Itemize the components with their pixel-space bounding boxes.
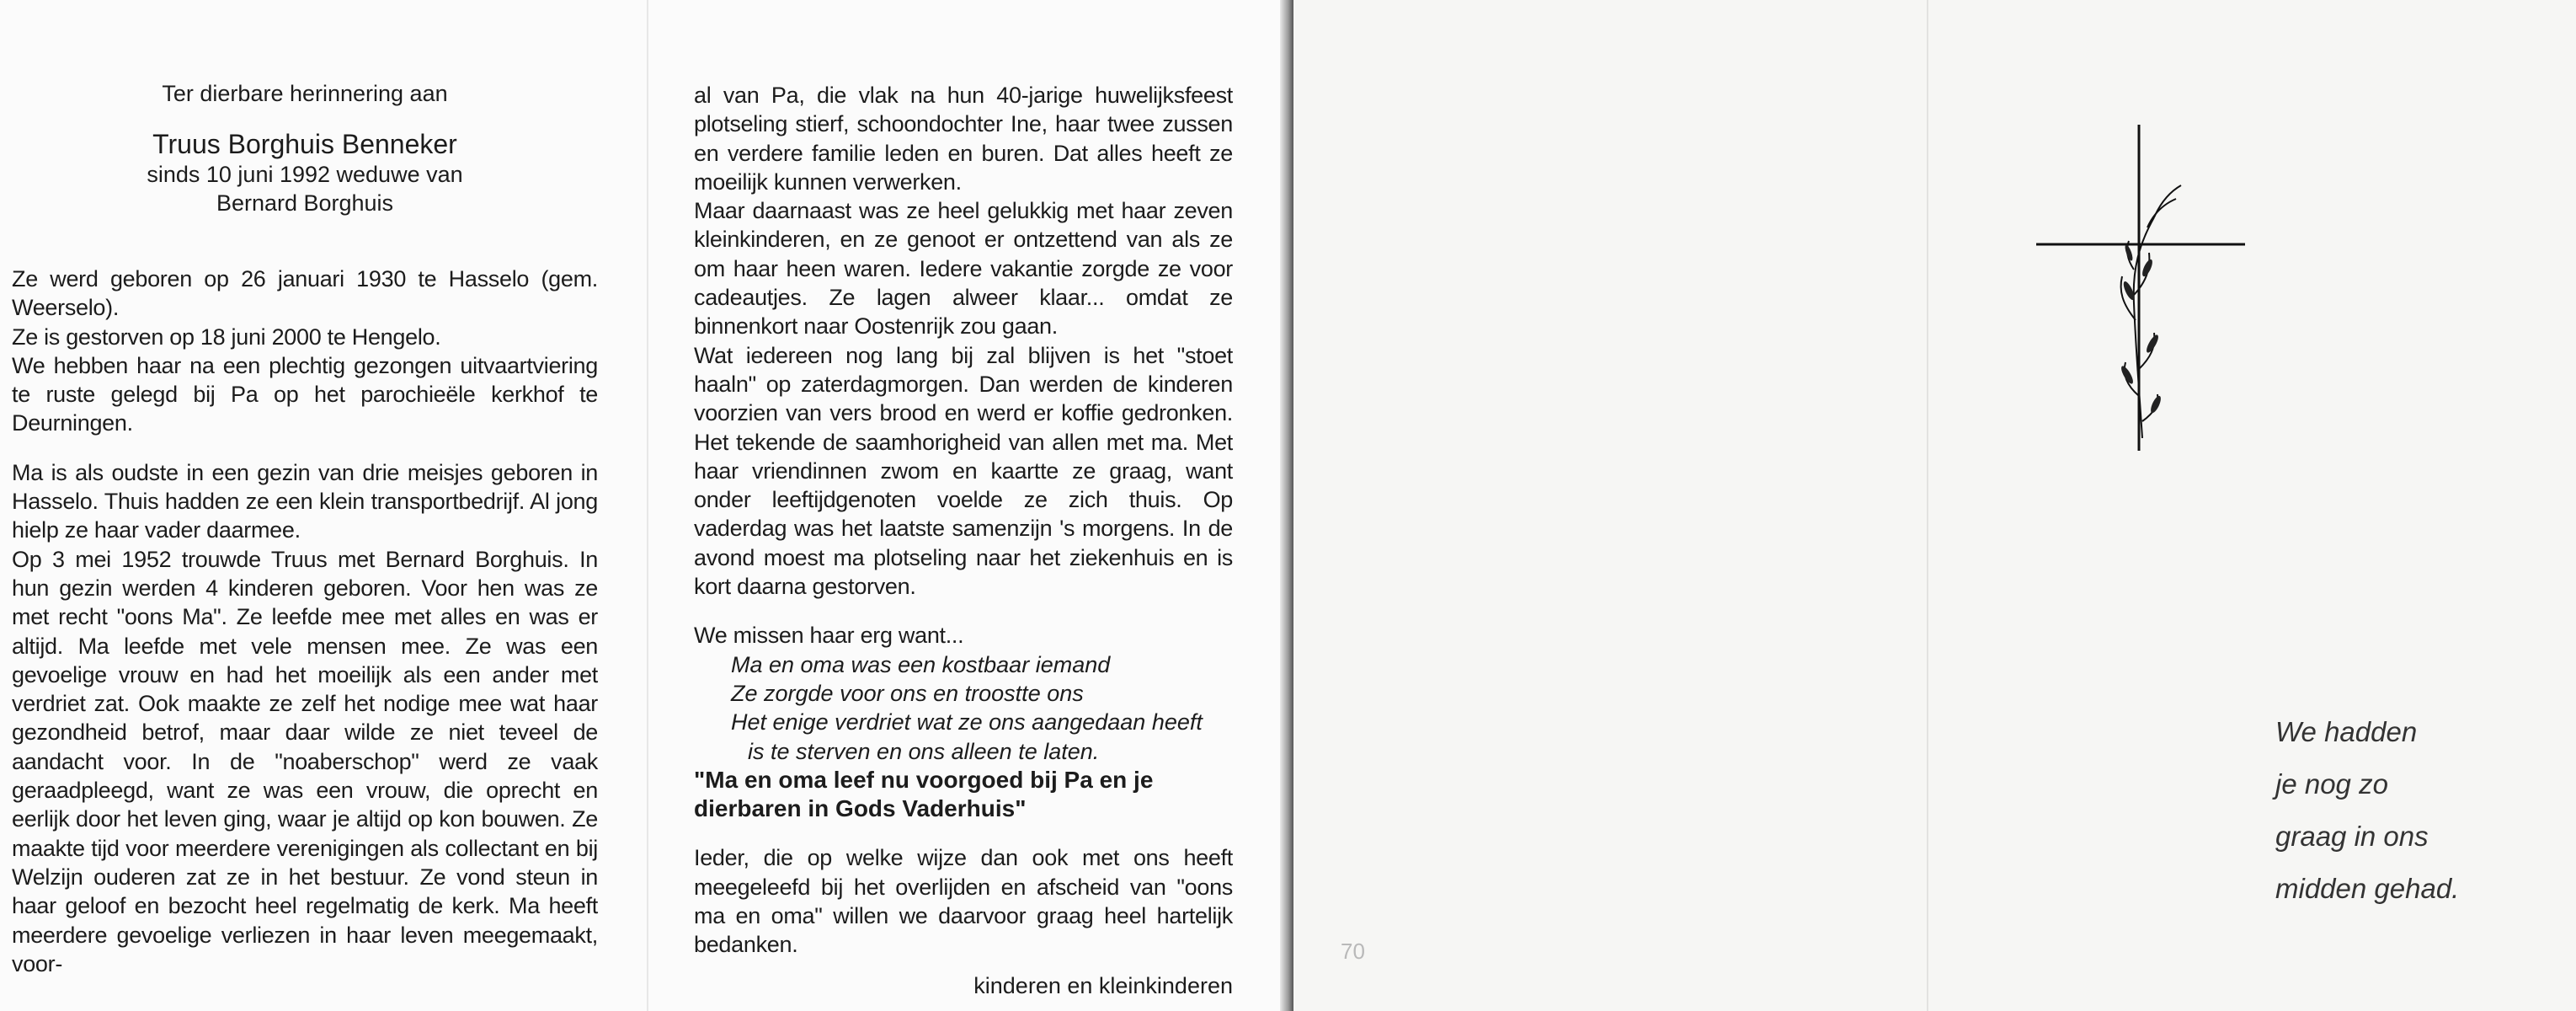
poem-line: is te sterven en ons alleen te laten. (748, 738, 1100, 764)
bold-quote: "Ma en oma leef nu voorgoed bij Pa en je dierbaren in Gods Vaderhuis" (694, 766, 1154, 822)
quote-line: midden gehad. (2275, 873, 2460, 904)
spouse-name: Bernard Borghuis (216, 190, 394, 216)
left-page (12, 0, 598, 978)
saturday-paragraph: Wat iedereen nog lang bij zal blijven is het "stoet haaln" op zaterdagmorgen. Dan werden de kinderen voorzien van vers brood en werd er koffie gedronken. Het tekende de saamhorigheid van allen met ma. Met haar vriendinnen zwom en kaartte ze graag, want onder leeftijdgenoten voelde ze zich thuis. Op vaderdag was het laatste samenzijn 's morgens. In de avond moest ma plotseling naar het ziekenhuis en is kort daarna gestorven. (694, 342, 1233, 600)
marriage-paragraph: Op 3 mei 1952 trouwde Truus met Bernard Borghuis. In hun gezin werden 4 kinderen geboren. Voor hen was ze met recht "oons Ma". Ze leefde mee met alles en was er altijd. Ma leefde met vele mensen mee. Ze was een gevoelige vrouw en had het moeilijk als een ander met verdriet zat. Ook maakte ze zelf het nodige mee wat haar gezondheid betrof, maar daar wilde ze niet teveel de aandacht voor. In de "noaberschop" werd ze vaak geraadpleegd, want ze was een vrouw, die oprecht en eerlijk door het leven ging, waar je altijd op kon bouwen. Ze maakte tijd voor meerdere verenigingen als collectant en bij Welzijn ouderen zat ze in het bestuur. Ze vond steun in haar geloof en bezocht heel regelmatig de kerk. Ma heeft meerdere gevoelige verliezen in haar leven meegemaakt, voor- (12, 546, 598, 976)
quote-line: We hadden (2275, 716, 2418, 747)
deceased-name: Truus Borghuis Benneker (152, 129, 457, 159)
funeral-paragraph: We hebben haar na een plechtig gezongen uitvaartviering te ruste gelegd bij Pa op het parochieële kerkhof te Deurningen. (12, 352, 598, 436)
center-fold (647, 0, 648, 1011)
widow-line: sinds 10 juni 1992 weduwe van (147, 162, 463, 187)
poem (694, 650, 1233, 766)
quote-line: graag in ons (2275, 821, 2429, 852)
quote-line: je nog zo (2275, 768, 2388, 800)
grandchildren-paragraph: Maar daarnaast was ze heel gelukkig met haar zeven kleinkinderen, en ze genoot er ontzettend van als ze om haar heen waren. Iedere vakantie zorgde ze voor cadeautjes. Ze lagen alweer klaar... omdat ze binnenkort naar Oostenrijk zou gaan. (694, 198, 1233, 340)
intro-line: Ter dierbare herinnering aan (162, 81, 448, 106)
birth-paragraph: Ze werd geboren op 26 januari 1930 te Hasselo (gem. Weerselo). (12, 266, 598, 321)
page-number: 70 (1341, 939, 1365, 964)
scan-gutter (1280, 0, 1293, 1011)
poem-line: Ze zorgde voor ons en troostte ons (731, 680, 1084, 706)
signoff: kinderen en kleinkinderen (973, 972, 1233, 998)
biography (12, 265, 598, 978)
death-paragraph: Ze is gestorven op 18 juni 2000 te Hengelo. (12, 324, 441, 350)
losses-paragraph: al van Pa, die vlak na hun 40-jarige huwelijksfeest plotseling stierf, schoondochter Ine, haar twee zussen en verdere familie leden en buren. Dat alles heeft ze moeilijk kunnen verwerken. (694, 83, 1233, 195)
continued-text (694, 81, 1233, 601)
poem-line: Het enige verdriet wat ze ons aangedaan heeft (731, 709, 1203, 736)
memorial-quote (2275, 706, 2459, 915)
middle-page (694, 81, 1233, 1000)
thanks-paragraph: Ieder, die op welke wijze dan ook met ons heeft meegeleefd bij het overlijden en afscheid van "oons ma en oma" willen we daarvoor graag heel hartelijk bedanken. (694, 845, 1233, 958)
poem-intro: We missen haar erg want... (694, 623, 964, 649)
poem-line: Ma en oma was een kostbaar iemand (731, 651, 1111, 677)
youth-paragraph: Ma is als oudste in een gezin van drie meisjes geboren in Hasselo. Thuis hadden ze een klein transportbedrijf. Al jong hielp ze haar vader daarmee. (12, 459, 598, 543)
cross-with-branch-icon (2028, 118, 2255, 472)
right-fold (1927, 0, 1928, 1011)
